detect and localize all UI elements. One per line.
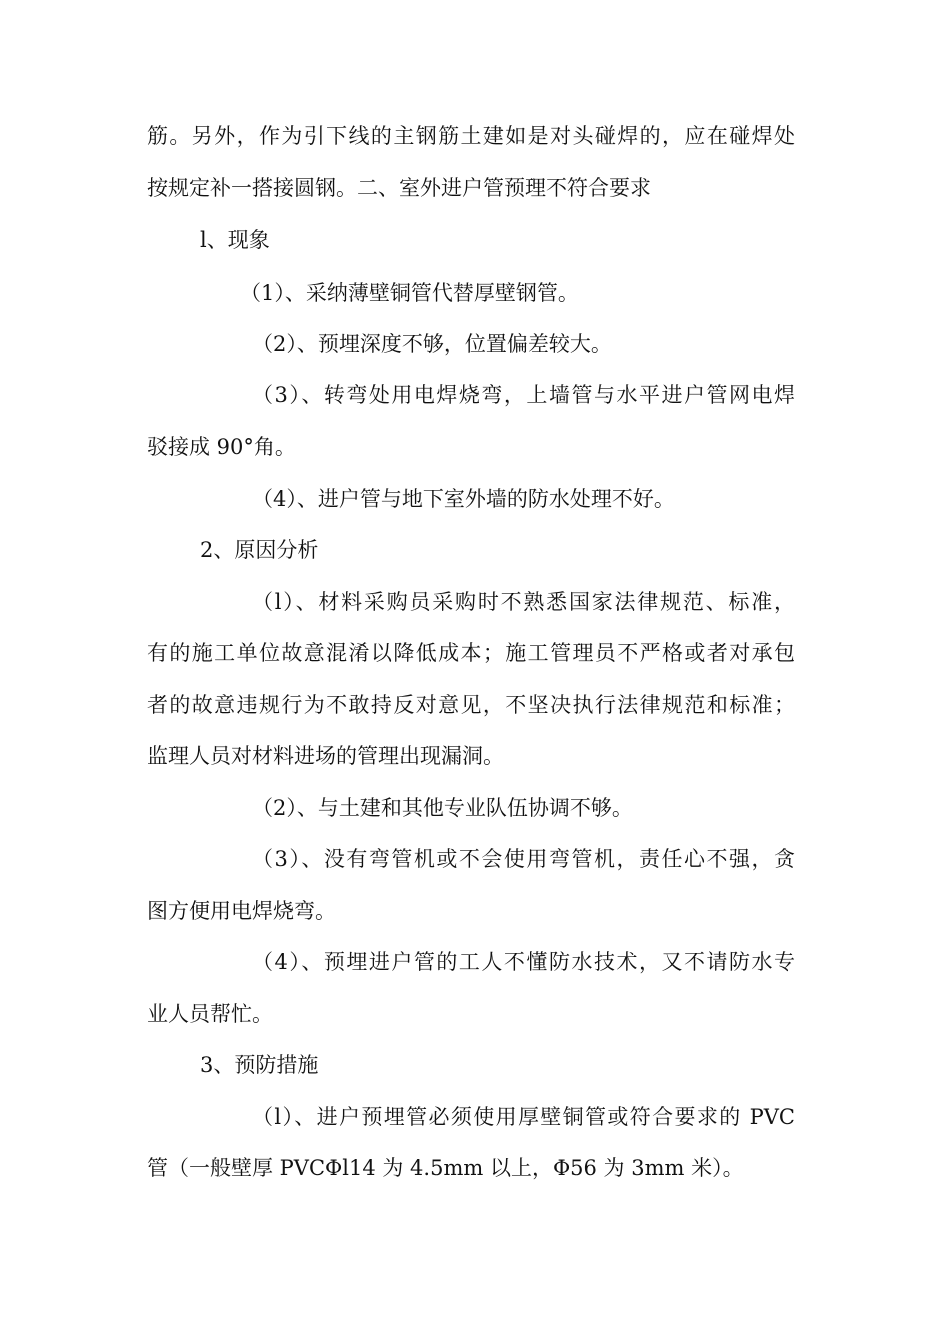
paragraph-line: 管（一般壁厚 PVCΦl14 为 4.5mm 以上，Φ56 为 3mm 米）。 bbox=[147, 1156, 744, 1180]
paragraph-line: 按规定补一搭接圆钢。二、室外进户管预理不符合要求 bbox=[147, 176, 651, 200]
section-heading: 3、预防措施 bbox=[200, 1053, 319, 1077]
list-item: （3）、转弯处用电焊烧弯，上墙管与水平进户管网电焊 bbox=[252, 383, 795, 407]
list-item: （2）、与土建和其他专业队伍协调不够。 bbox=[252, 796, 633, 820]
list-item: （2）、预埋深度不够，位置偏差较大。 bbox=[252, 332, 612, 356]
paragraph-line: 者的故意违规行为不敢持反对意见，不坚决执行法律规范和标准； bbox=[147, 693, 795, 717]
list-item: （l）、材料采购员采购时不熟悉国家法律规范、标准， bbox=[252, 590, 795, 614]
section-heading: l、现象 bbox=[200, 228, 270, 252]
paragraph-line: 驳接成 90°角。 bbox=[147, 435, 296, 459]
paragraph-line: 业人员帮忙。 bbox=[147, 1002, 273, 1026]
list-item: （4）、预埋进户管的工人不懂防水技术，又不请防水专 bbox=[252, 950, 795, 974]
list-item: （1）、采纳薄壁铜管代替厚壁钢管。 bbox=[240, 281, 579, 305]
list-item: （4）、进户管与地下室外墙的防水处理不好。 bbox=[252, 487, 675, 511]
paragraph-line: 图方便用电焊烧弯。 bbox=[147, 899, 336, 923]
paragraph-line: 筋。另外，作为引下线的主钢筋土建如是对头碰焊的，应在碰焊处 bbox=[147, 124, 795, 148]
section-heading: 2、原因分析 bbox=[200, 538, 319, 562]
paragraph-line: 监理人员对材料进场的管理出现漏洞。 bbox=[147, 744, 504, 768]
list-item: （l）、进户预埋管必须使用厚壁铜管或符合要求的 PVC bbox=[252, 1105, 795, 1129]
list-item: （3）、没有弯管机或不会使用弯管机，责任心不强，贪 bbox=[252, 847, 795, 871]
paragraph-line: 有的施工单位故意混淆以降低成本；施工管理员不严格或者对承包 bbox=[147, 641, 795, 665]
